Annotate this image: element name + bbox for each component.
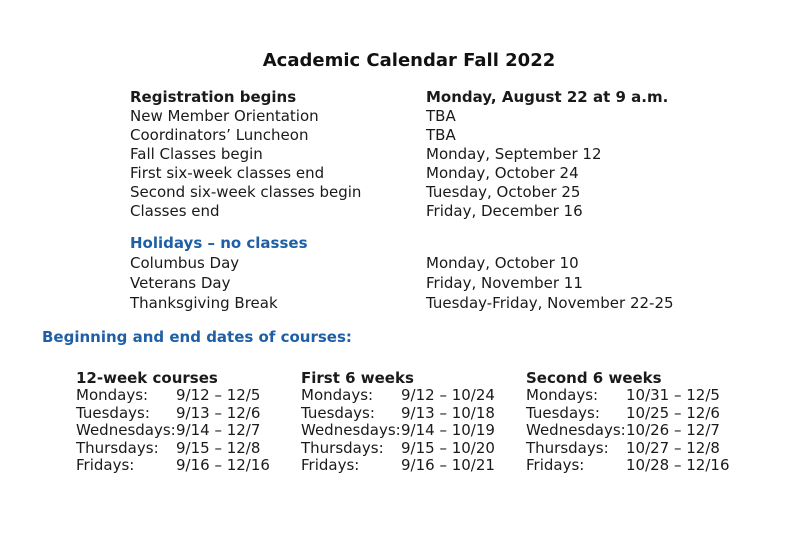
course-day: Mondays: <box>301 386 374 404</box>
holiday-row <box>130 274 730 293</box>
schedule-list <box>130 88 730 221</box>
course-row <box>301 457 541 475</box>
holiday-name: Veterans Day <box>130 274 231 292</box>
schedule-event: First six-week classes end <box>130 164 325 182</box>
course-dates: 9/16 – 12/16 <box>176 456 270 474</box>
schedule-event: Second six-week classes begin <box>130 183 362 201</box>
course-day: Tuesdays: <box>301 403 375 422</box>
course-row <box>301 405 541 423</box>
course-row <box>526 422 766 440</box>
course-dates: 10/26 – 12/7 <box>626 421 720 439</box>
course-row <box>76 387 316 405</box>
course-dates: 9/15 – 10/20 <box>401 438 495 457</box>
course-dates: 9/13 – 10/18 <box>401 403 495 422</box>
holiday-name: Thanksgiving Break <box>130 294 278 312</box>
holidays-list <box>130 254 730 313</box>
course-dates: 9/12 – 12/5 <box>176 386 261 404</box>
course-dates: 10/27 – 12/8 <box>626 438 720 457</box>
schedule-row <box>130 88 730 107</box>
schedule-row <box>130 126 730 145</box>
holiday-date: Friday, November 11 <box>426 274 583 292</box>
holiday-date: Monday, October 10 <box>426 254 579 272</box>
course-row <box>76 422 316 440</box>
course-column-title: First 6 weeks <box>301 369 414 387</box>
course-day: Thursdays: <box>76 438 159 457</box>
schedule-row <box>130 202 730 221</box>
course-column-title: Second 6 weeks <box>526 369 662 387</box>
course-column-12-week <box>76 369 316 475</box>
course-day: Fridays: <box>76 456 135 474</box>
course-column-first-6-weeks <box>301 369 541 475</box>
course-day: Thursdays: <box>526 438 609 457</box>
course-dates: 9/12 – 10/24 <box>401 386 495 404</box>
schedule-date: Monday, August 22 at 9 a.m. <box>426 88 669 106</box>
schedule-event: Registration begins <box>130 88 297 106</box>
course-row <box>301 422 541 440</box>
course-day: Fridays: <box>301 456 360 474</box>
schedule-date: Monday, September 12 <box>426 145 602 163</box>
holidays-heading: Holidays – no classes <box>130 234 308 252</box>
course-dates: 9/16 – 10/21 <box>401 456 495 474</box>
course-day: Fridays: <box>526 456 585 474</box>
course-day: Mondays: <box>526 386 599 404</box>
course-day: Wednesdays: <box>76 421 176 439</box>
course-dates: 9/14 – 10/19 <box>401 421 495 439</box>
courses-heading: Beginning and end dates of courses: <box>42 328 352 346</box>
course-column-second-6-weeks <box>526 369 766 475</box>
schedule-date: TBA <box>426 107 456 125</box>
course-row <box>301 387 541 405</box>
holiday-date: Tuesday-Friday, November 22-25 <box>426 294 674 312</box>
page-title: Academic Calendar Fall 2022 <box>262 50 556 71</box>
schedule-row <box>130 164 730 183</box>
schedule-row <box>130 183 730 202</box>
course-dates: 10/28 – 12/16 <box>626 456 730 474</box>
schedule-date: Monday, October 24 <box>426 164 579 182</box>
course-day: Tuesdays: <box>526 403 600 422</box>
holiday-row <box>130 254 730 273</box>
course-row <box>76 405 316 423</box>
course-row <box>76 457 316 475</box>
course-day: Mondays: <box>76 386 149 404</box>
schedule-date: TBA <box>426 126 456 144</box>
schedule-row <box>130 107 730 126</box>
course-row <box>76 440 316 458</box>
course-day: Thursdays: <box>301 438 384 457</box>
schedule-event: Coordinators’ Luncheon <box>130 126 309 144</box>
holiday-name: Columbus Day <box>130 254 240 272</box>
course-day: Wednesdays: <box>526 421 626 439</box>
course-dates: 9/13 – 12/6 <box>176 403 261 422</box>
schedule-date: Tuesday, October 25 <box>426 183 581 201</box>
schedule-event: Classes end <box>130 202 220 220</box>
course-day: Wednesdays: <box>301 421 401 439</box>
course-row <box>526 457 766 475</box>
course-column-title: 12-week courses <box>76 369 218 387</box>
course-row <box>526 440 766 458</box>
holiday-row <box>130 294 730 313</box>
course-row <box>526 387 766 405</box>
schedule-date: Friday, December 16 <box>426 202 583 220</box>
course-dates: 10/31 – 12/5 <box>626 386 720 404</box>
course-dates: 9/14 – 12/7 <box>176 421 261 439</box>
course-row <box>301 440 541 458</box>
course-day: Tuesdays: <box>76 403 150 422</box>
schedule-event: Fall Classes begin <box>130 145 263 163</box>
course-row <box>526 405 766 423</box>
course-dates: 9/15 – 12/8 <box>176 438 261 457</box>
schedule-event: New Member Orientation <box>130 107 319 125</box>
course-dates: 10/25 – 12/6 <box>626 403 720 422</box>
schedule-row <box>130 145 730 164</box>
